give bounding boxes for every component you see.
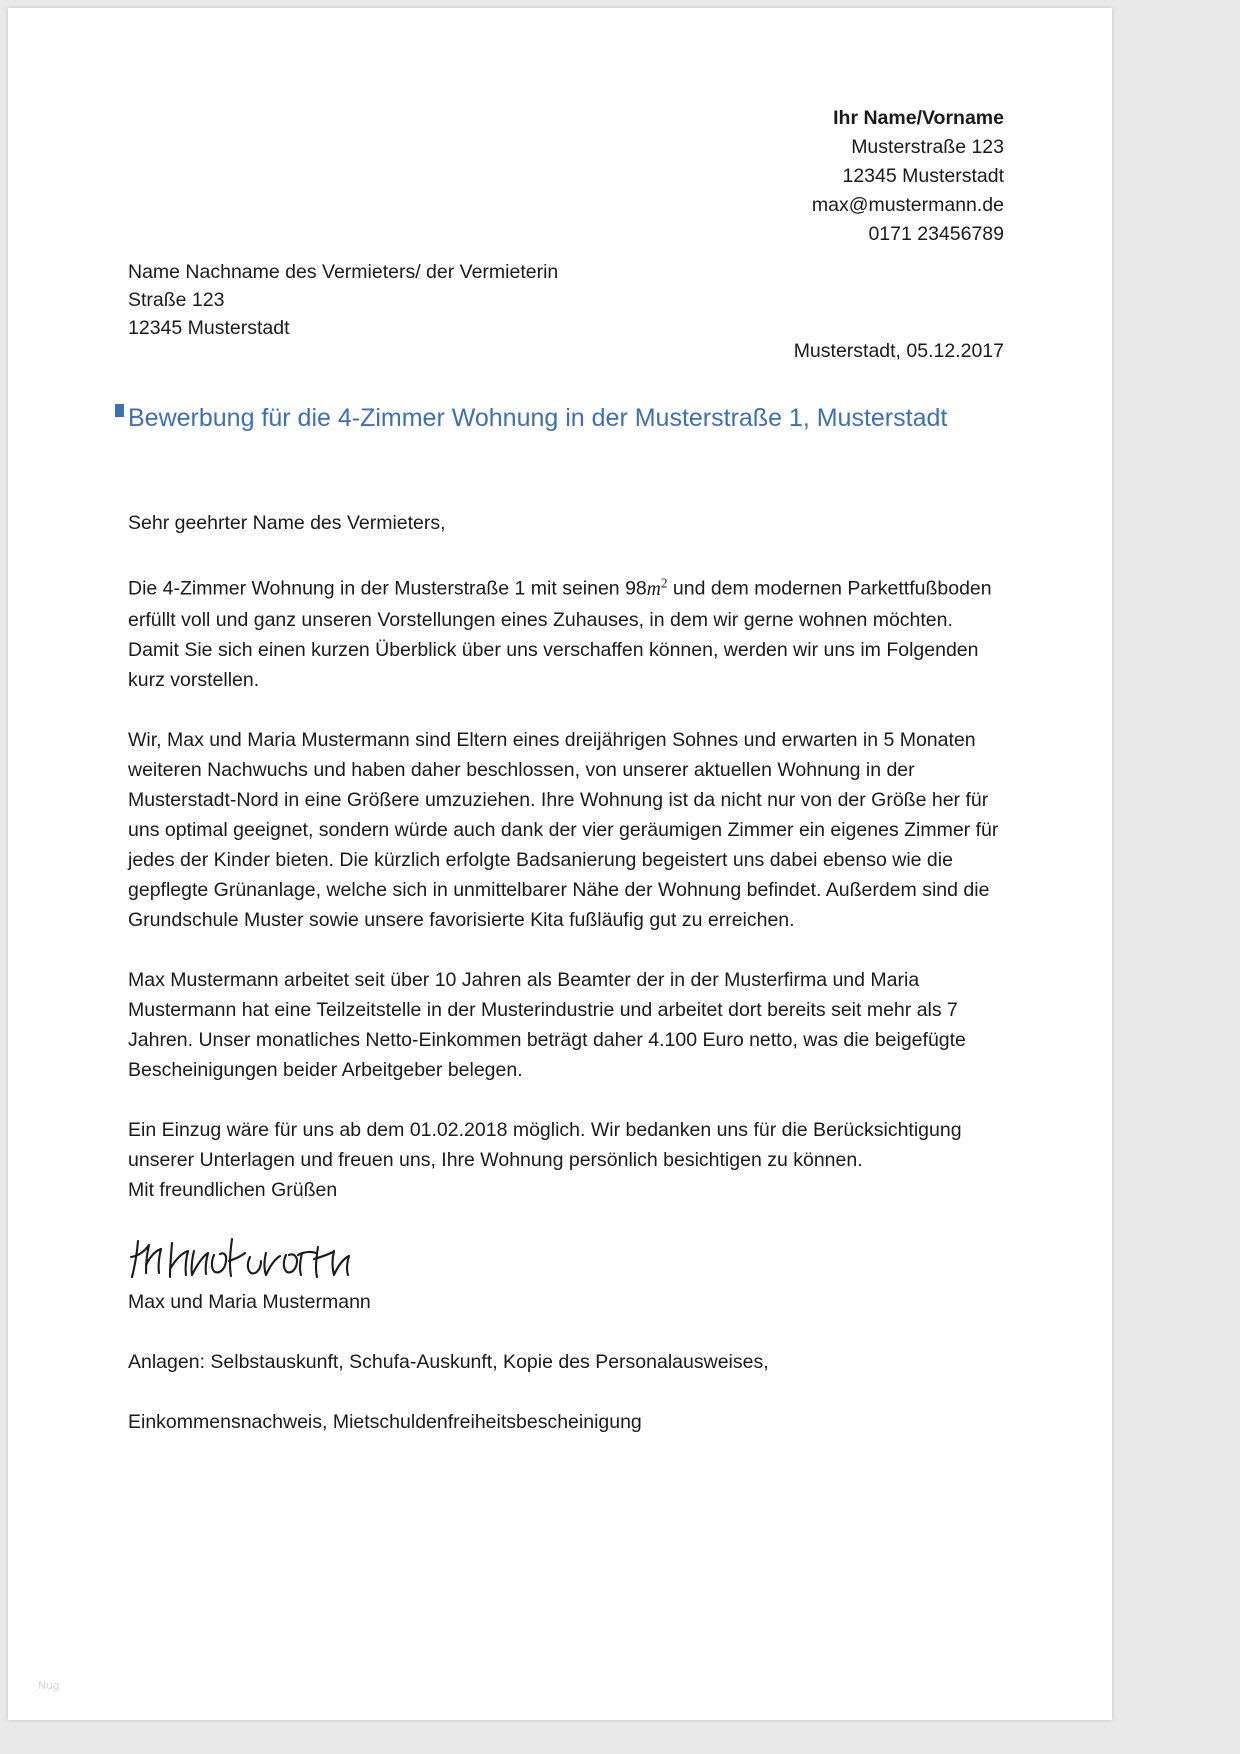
sender-email: max@mustermann.de bbox=[811, 194, 1004, 216]
sender-street: Musterstraße 123 bbox=[851, 136, 1004, 158]
paragraph-intro-part1: Die 4-Zimmer Wohnung in der Musterstraße 1 mit seinen 98 bbox=[128, 577, 647, 600]
closing-greeting: Mit freundlichen Grüßen bbox=[128, 1178, 338, 1201]
recipient-address-block bbox=[128, 258, 558, 342]
page-watermark: Nug bbox=[38, 1680, 60, 1692]
place-and-date: Musterstadt, 05.12.2017 bbox=[793, 340, 1004, 362]
paragraph-family: Wir, Max und Maria Mustermann sind Eltern eines dreijährigen Sohnes und erwarten in 5 Monaten weiteren Nachwuchs und haben daher beschlossen, von unserer aktuellen Wohnung in der Musterstadt-Nord in eine Größere umzuziehen. Ihre Wohnung ist da nicht nur von der Größe her für uns optimal geeignet, sondern würde auch dank der vier geräumigen Zimmer ein eigenes Zimmer für jedes der Kinder bieten. Die kürzlich erfolgte Badsanierung begeistert uns dabei ebenso wie die gepflegte Grünanlage, welche sich in unmittelbarer Nähe der Wohnung befindet. Außerdem sind die Grundschule Muster sowie unsere favorisierte Kita fußläufig gut zu erreichen. bbox=[128, 728, 999, 931]
recipient-street: Straße 123 bbox=[128, 289, 225, 311]
signer-name: Max und Maria Mustermann bbox=[128, 1290, 371, 1313]
sender-city: 12345 Musterstadt bbox=[842, 165, 1004, 187]
subject-line: Bewerbung für die 4-Zimmer Wohnung in der Musterstraße 1, Musterstadt bbox=[128, 404, 948, 432]
paragraph-income: Max Mustermann arbeitet seit über 10 Jahren als Beamter der in der Musterfirma und Maria Mustermann hat eine Teilzeitstelle in der Musterindustrie und arbeitet dort bereits seit mehr als 7 Jahren. Unser monatliches Netto-Einkommen beträgt daher 4.100 Euro netto, was die beigefügte Bescheinigungen beider Arbeitgeber belegen. bbox=[128, 968, 966, 1081]
recipient-name: Name Nachname des Vermieters/ der Vermieterin bbox=[128, 261, 559, 283]
letter-body bbox=[128, 508, 1008, 1467]
paragraph-intro-part2: und dem modernen Parkettfußboden erfüllt voll und ganz unseren Vorstellungen eines Zuhauses, in dem wir gerne wohnen möchten. Damit Sie sich einen kurzen Überblick über uns verschaffen können, werden wir uns im Folgenden kurz vorstellen. bbox=[128, 577, 992, 691]
square-meter-exponent: 2 bbox=[660, 575, 668, 590]
salutation: Sehr geehrter Name des Vermieters, bbox=[128, 512, 446, 534]
paragraph-movein: Ein Einzug wäre für uns ab dem 01.02.2018 möglich. Wir bedanken uns für die Berücksichtigung unserer Unterlagen und freuen uns, Ihre Wohnung persönlich besichtigen zu können. bbox=[128, 1118, 962, 1171]
attachments-line-2: Einkommensnachweis, Mietschuldenfreiheitsbescheinigung bbox=[128, 1410, 642, 1433]
sender-address-block bbox=[812, 104, 1004, 249]
square-meter-letter: m bbox=[646, 578, 661, 600]
subject-marker bbox=[115, 404, 124, 417]
sender-name: Ihr Name/Vorname bbox=[833, 107, 1004, 129]
document-page bbox=[8, 8, 1112, 1720]
sender-phone: 0171 23456789 bbox=[868, 223, 1004, 245]
square-meter-unit bbox=[646, 575, 668, 600]
attachments-line-1: Anlagen: Selbstauskunft, Schufa-Auskunft, Kopie des Personalausweises, bbox=[128, 1350, 769, 1373]
handwritten-signature bbox=[128, 1235, 1008, 1287]
recipient-city: 12345 Musterstadt bbox=[128, 317, 290, 339]
paragraph-intro bbox=[128, 568, 1008, 695]
